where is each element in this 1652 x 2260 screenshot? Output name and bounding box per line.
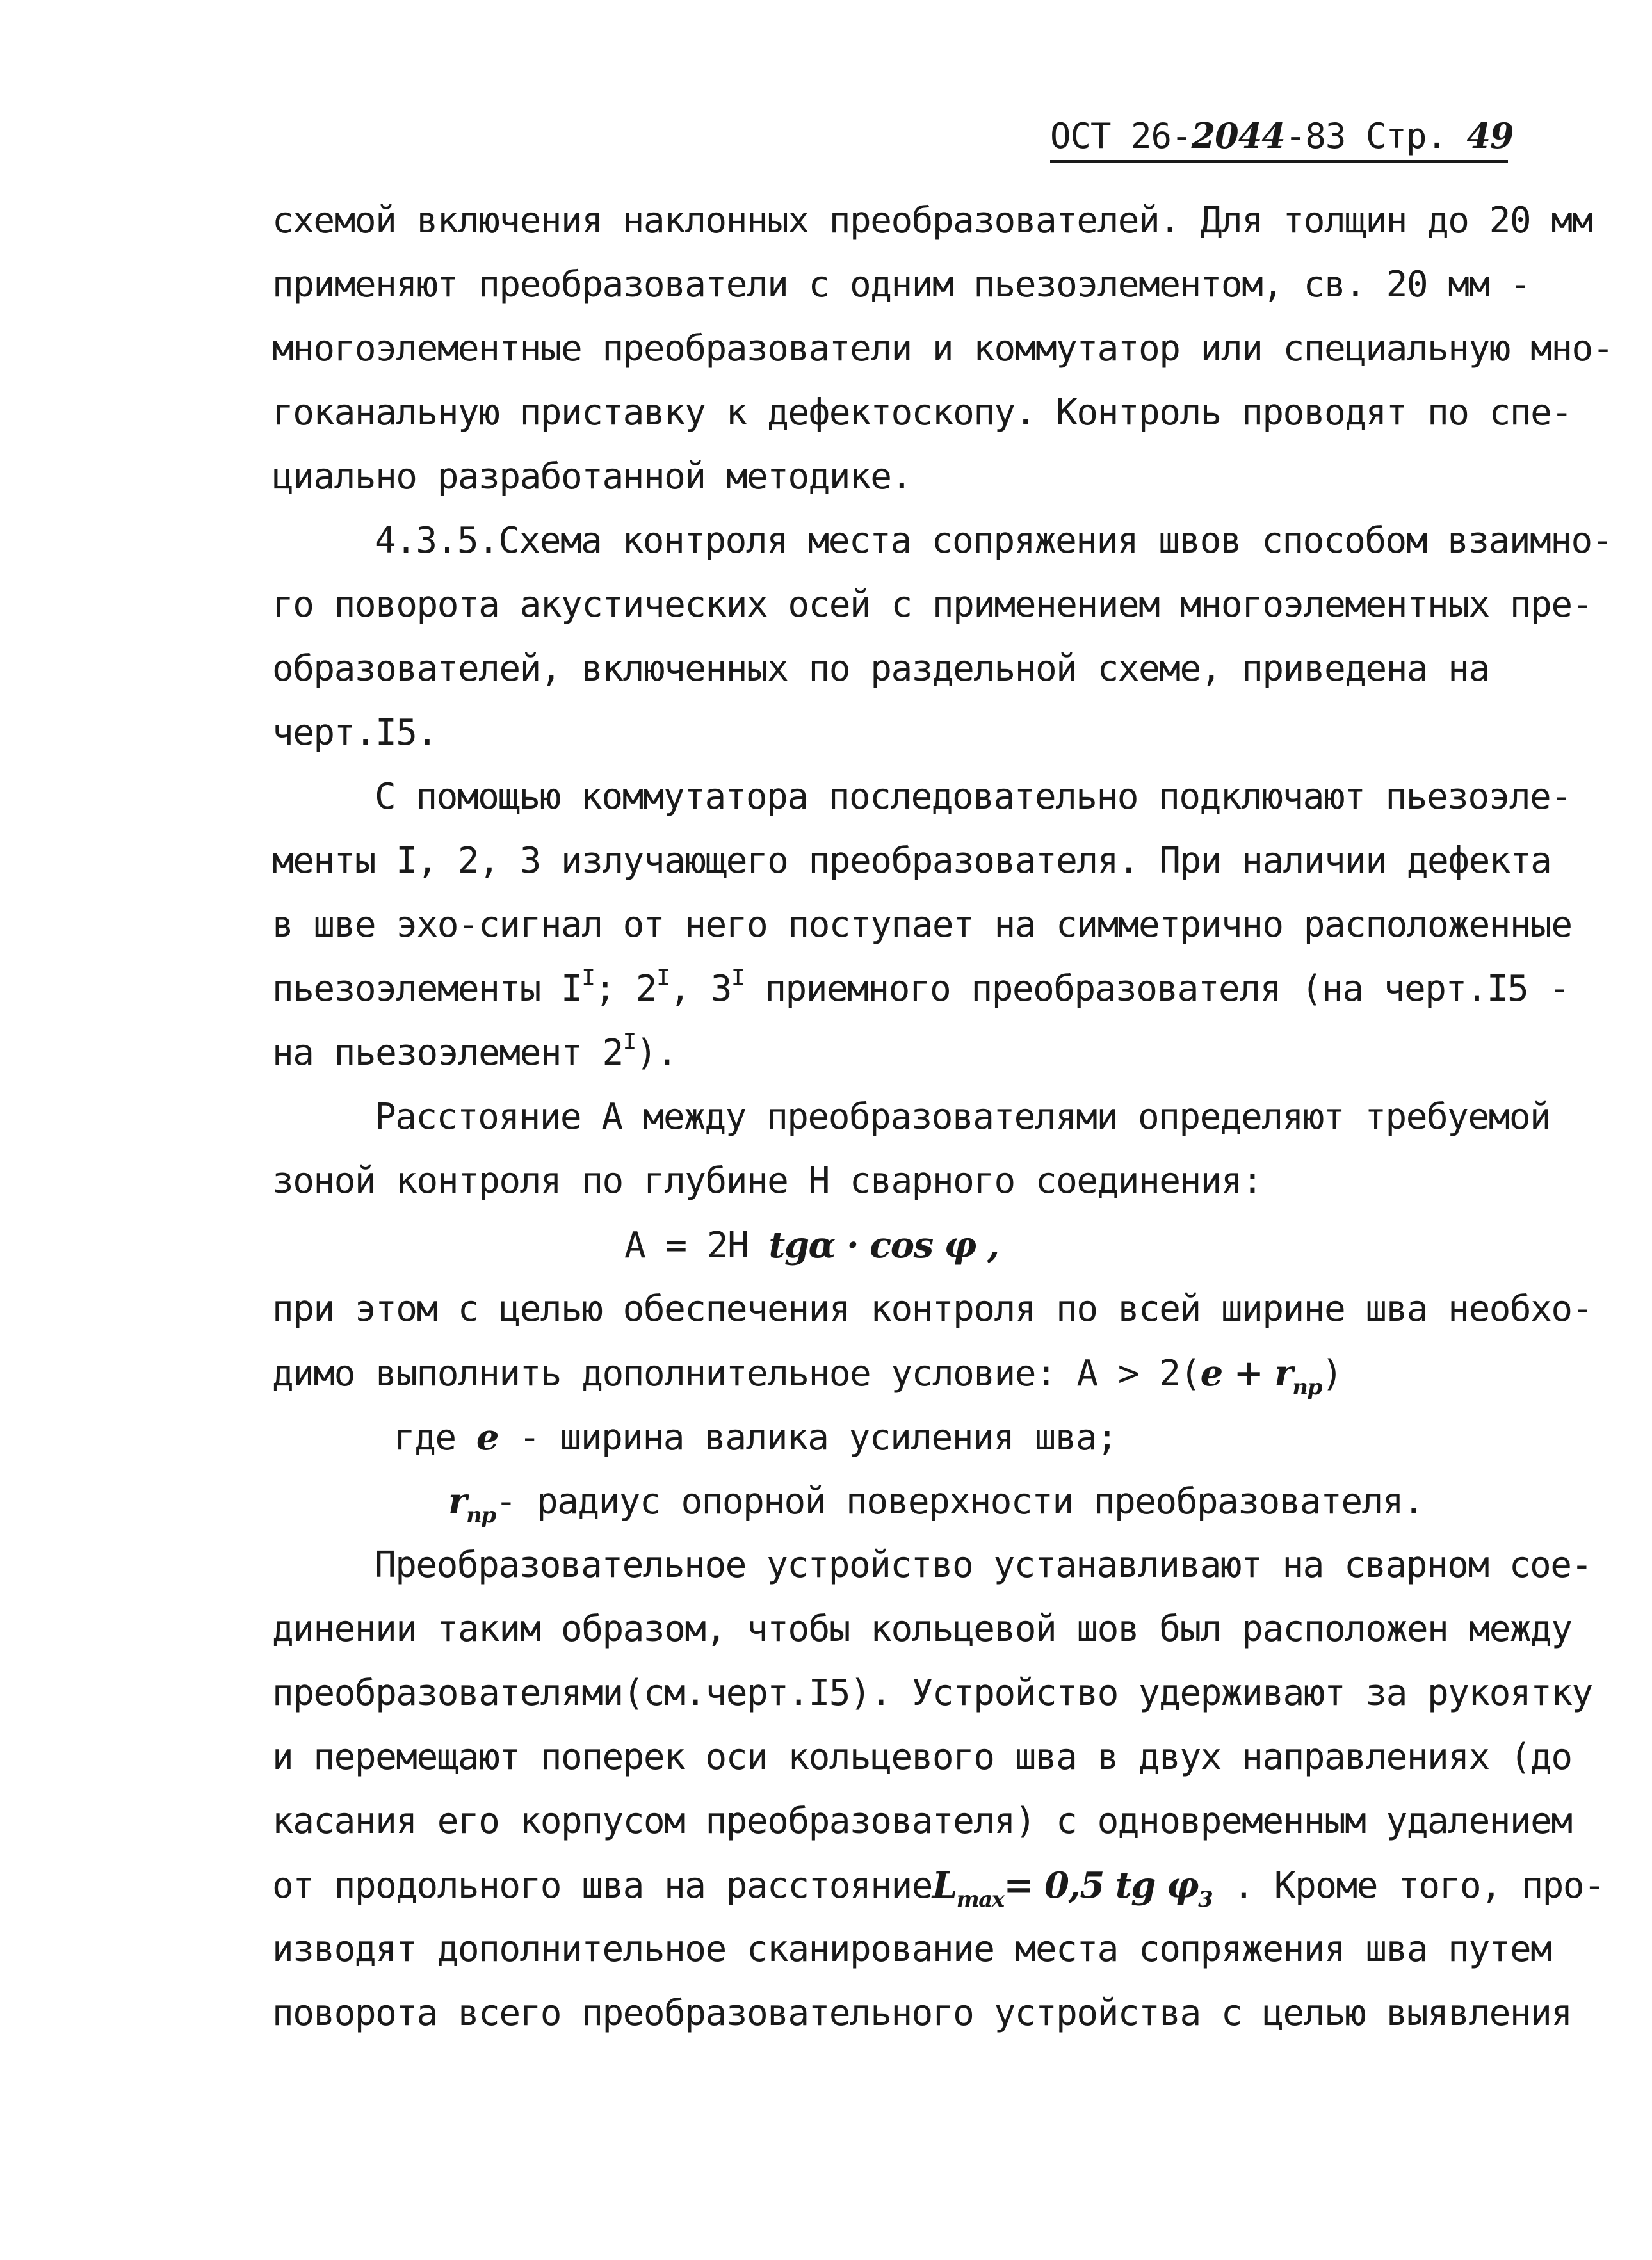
- handwritten-page-number: 49: [1466, 115, 1514, 156]
- text-line: изводят дополнительное сканирование места сопряжения шва путем: [272, 1928, 1551, 1970]
- text-line: применяют преобразователи с одним пьезоэлементом, св. 20 мм -: [272, 264, 1531, 305]
- text-line: многоэлементные преобразователи и коммутатор или специальную мно-: [272, 328, 1613, 369]
- text-line: и перемещают поперек оси кольцевого шва в двух направлениях (до: [272, 1736, 1572, 1778]
- definition-line: где e - ширина валика усиления шва;: [394, 1416, 1117, 1458]
- section-4-3-5-heading-line: 4.3.5.Схема контроля места сопряжения швов способом взаимно-: [375, 520, 1612, 561]
- text-line: циально разработанной методике.: [272, 456, 912, 497]
- formula-line: А = 2Н tgα · cos φ ,: [624, 1224, 999, 1266]
- text-line: зоной контроля по глубине Н сварного соединения:: [272, 1160, 1263, 1202]
- page-label: -83 Стр.: [1284, 116, 1446, 156]
- text-line: преобразователями(см.черт.I5). Устройство удерживают за рукоятку: [272, 1672, 1592, 1714]
- handwritten-standard-number: 2044: [1191, 115, 1285, 156]
- text-line-with-formula: от продольного шва на расстояниеL$_{max}$= 0,5 tg $\varphi_3$ . Кроме того, про-: [272, 1864, 1605, 1912]
- paragraph-start-line: Преобразовательное устройство устанавливают на сварном сое-: [375, 1544, 1592, 1586]
- page-header: [1050, 115, 1514, 163]
- paragraph-start-line: Расстояние А между преобразователями определяют требуемой: [375, 1096, 1551, 1138]
- text-line-with-superscript: на пьезоэлемент $2^I$).: [272, 1029, 677, 1074]
- text-line: менты I, 2, 3 излучающего преобразователя. При наличии дефекта: [272, 840, 1551, 882]
- standard-code: ОСТ 26-: [1050, 116, 1192, 156]
- text-line: динении таким образом, чтобы кольцевой шов был расположен между: [272, 1608, 1572, 1650]
- text-line: касания его корпусом преобразователя) с одновременным удалением: [272, 1800, 1572, 1842]
- text-line: при этом с целью обеспечения контроля по всей ширине шва необхо-: [272, 1288, 1592, 1330]
- paragraph-start-line: С помощью коммутатора последовательно подключают пьезоэле-: [375, 776, 1571, 818]
- text-line: гоканальную приставку к дефектоскопу. Контроль проводят по спе-: [272, 392, 1572, 433]
- text-line: в шве эхо-сигнал от него поступает на симметрично расположенные: [272, 904, 1572, 946]
- text-line: схемой включения наклонных преобразователей. Для толщин до 20 мм: [272, 200, 1592, 241]
- text-line: образователей, включенных по раздельной схеме, приведена на: [272, 648, 1489, 690]
- text-line: го поворота акустических осей с применением многоэлементных пре-: [272, 584, 1592, 626]
- text-line: поворота всего преобразовательного устройства с целью выявления: [272, 1992, 1572, 2034]
- text-line-with-superscripts: пьезоэлементы $I^I$; $2^I$, $3^I$ приемного преобразователя (на черт.I5 -: [272, 965, 1569, 1010]
- text-line: черт.I5.: [272, 712, 437, 754]
- document-body: [272, 189, 1613, 2046]
- definition-line: $r_{пр}-$ радиус опорной поверхности преобразователя.: [448, 1480, 1424, 1528]
- handwritten-formula: tgα · cos φ ,: [768, 1224, 999, 1266]
- condition-line: димо выполнить дополнительное условие: $А > 2(e + r_{пр})$: [272, 1352, 1342, 1400]
